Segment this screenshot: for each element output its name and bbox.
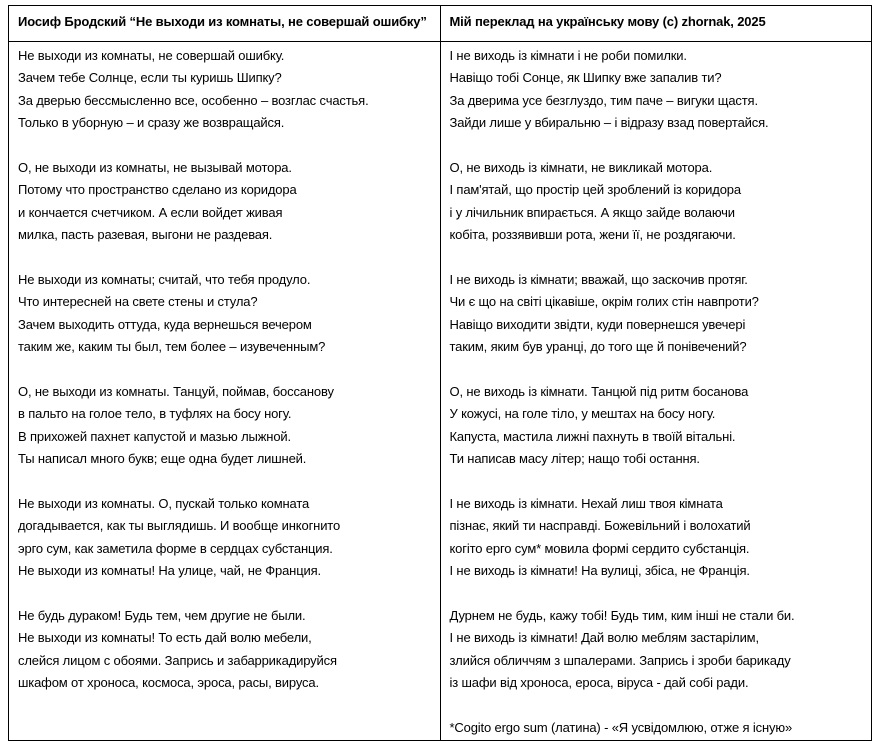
stanza: [450, 493, 864, 583]
poem-line: милка, пасть разевая, выгони не раздевая.: [18, 227, 273, 243]
stanza: [18, 45, 432, 135]
stanza: [450, 381, 864, 471]
poem-line: із шафи від хроноса, ероса, віруса - дай собі ради.: [449, 675, 749, 691]
poem-line: Зачем выходить оттуда, куда вернешься вечером: [18, 316, 312, 332]
poem-line: У кожусі, на голе тіло, у мештах на босу ногу.: [449, 406, 716, 422]
poem-line: таким же, каким ты был, тем более – изувеченным?: [18, 339, 326, 355]
translation-header: Мій переклад на українську мову (с) zhornak, 2025: [440, 6, 872, 42]
poem-line: Ти написав масу літер; нащо тобі остання.: [449, 451, 700, 467]
poem-table: [8, 5, 872, 741]
poem-line: І не виходь із кімнати! Дай волю меблям застарілим,: [449, 630, 759, 646]
poem-line: Только в уборную – и сразу же возвращайся.: [18, 115, 285, 131]
poem-line: І пам'ятай, що простір цей зроблений із коридора: [449, 182, 741, 198]
poem-line: І не виходь із кімнати і не роби помилки.: [449, 48, 687, 63]
poem-line: в пальто на голое тело, в туфлях на босу ногу.: [18, 406, 292, 422]
stanza: [18, 269, 432, 359]
poem-line: Что интересней на свете стены и стула?: [18, 294, 258, 310]
poem-line: О, не выходи из комнаты, не вызывай мотора.: [18, 160, 292, 176]
poem-line: О, не виходь із кімнати, не викликай мотора.: [449, 160, 713, 176]
poem-line: Ты написал много букв; еще одна будет лишней.: [18, 451, 307, 467]
poem-line: Не будь дураком! Будь тем, чем другие не были.: [18, 608, 306, 624]
poem-line: Зайди лише у вбиральню – і відразу взад повертайся.: [449, 115, 769, 131]
poem-line: таким, яким був уранці, до того ще й понівечений?: [449, 339, 747, 355]
poem-line: Капуста, мастила лижні пахнуть в твоїй вітальні.: [449, 428, 736, 444]
poem-line: Навіщо тобі Сонце, як Шипку вже запалив ти?: [449, 70, 722, 86]
header-row: [9, 6, 872, 42]
poem-line: І не виходь із кімнати. Нехай лиш твоя кімната: [449, 496, 723, 512]
poem-line: и кончается счетчиком. А если войдет живая: [18, 204, 283, 220]
stanza: [450, 269, 864, 359]
poem-line: О, не выходи из комнаты. Танцуй, поймав, боссанову: [18, 384, 334, 400]
original-header: Иосиф Бродский “Не выходи из комнаты, не совершай ошибку”: [9, 6, 441, 42]
poem-line: Зачем тебе Солнце, если ты куришь Шипку?: [18, 70, 282, 86]
poem-line: О, не виходь із кімнати. Танцюй під ритм босанова: [449, 384, 749, 400]
poem-line: і у лічильник впирається. А якщо зайде волаючи: [449, 204, 735, 220]
stanza: [450, 45, 864, 135]
stanza: [18, 381, 432, 471]
body-row: [9, 42, 872, 741]
poem-line: Потому что пространство сделано из коридора: [18, 182, 297, 198]
stanza: [18, 157, 432, 247]
translation-poem: [450, 45, 864, 695]
poem-line: Не выходи из комнаты; считай, что тебя продуло.: [18, 272, 311, 288]
stanza: [450, 157, 864, 247]
poem-line: Не выходи из комнаты! На улице, чай, не Франция.: [18, 563, 321, 579]
original-poem: [18, 45, 432, 695]
original-poem-cell: [9, 42, 441, 741]
poem-line: Не выходи из комнаты, не совершай ошибку.: [18, 48, 285, 63]
poem-line: За дверима усе безглуздо, тим паче – вигуки щастя.: [449, 92, 758, 108]
stanza: [18, 605, 432, 695]
poem-line: слейся лицом с обоями. Запрись и забаррикадируйся: [18, 652, 337, 668]
poem-line: І не виходь із кімнати! На вулиці, збіса, не Франція.: [449, 563, 750, 579]
poem-line: Не выходи из комнаты! То есть дай волю мебели,: [18, 630, 312, 646]
poem-line: шкафом от хроноса, космоса, эроса, расы, вируса.: [18, 675, 319, 691]
poem-line: За дверью бессмысленно все, особенно – возглас счастья.: [18, 92, 369, 108]
poem-line: догадывается, как ты выглядишь. И вообще инкогнито: [18, 518, 341, 534]
poem-line: І не виходь із кімнати; вважай, що заскочив протяг.: [449, 272, 748, 288]
stanza: [18, 493, 432, 583]
poem-line: эрго сум, как заметила форме в сердцах субстанция.: [18, 540, 333, 556]
translation-poem-cell: [440, 42, 872, 741]
poem-line: злийся обличчям з шпалерами. Запрись і зроби барикаду: [449, 652, 791, 668]
poem-line: В прихожей пахнет капустой и мазью лыжной.: [18, 428, 291, 444]
poem-line: Навіщо виходити звідти, куди повернешся увечері: [449, 316, 746, 332]
poem-line: пізнає, який ти насправді. Божевільний і волохатий: [449, 518, 751, 534]
poem-line: когіто ерго сум* мовила формі сердито субстанція.: [449, 540, 750, 556]
stanza: [450, 605, 864, 695]
poem-line: кобіта, роззявивши рота, жени її, не роздягаючи.: [449, 227, 736, 243]
footnote: *Cogito ergo sum (латина) - «Я усвідомлюю, отже я існую»: [449, 720, 793, 736]
poem-line: Чи є що на світі цікавіше, окрім голих стін навпроти?: [449, 294, 759, 310]
poem-line: Дурнем не будь, кажу тобі! Будь тим, ким інші не стали би.: [449, 608, 795, 624]
poem-line: Не выходи из комнаты. О, пускай только комната: [18, 496, 310, 512]
